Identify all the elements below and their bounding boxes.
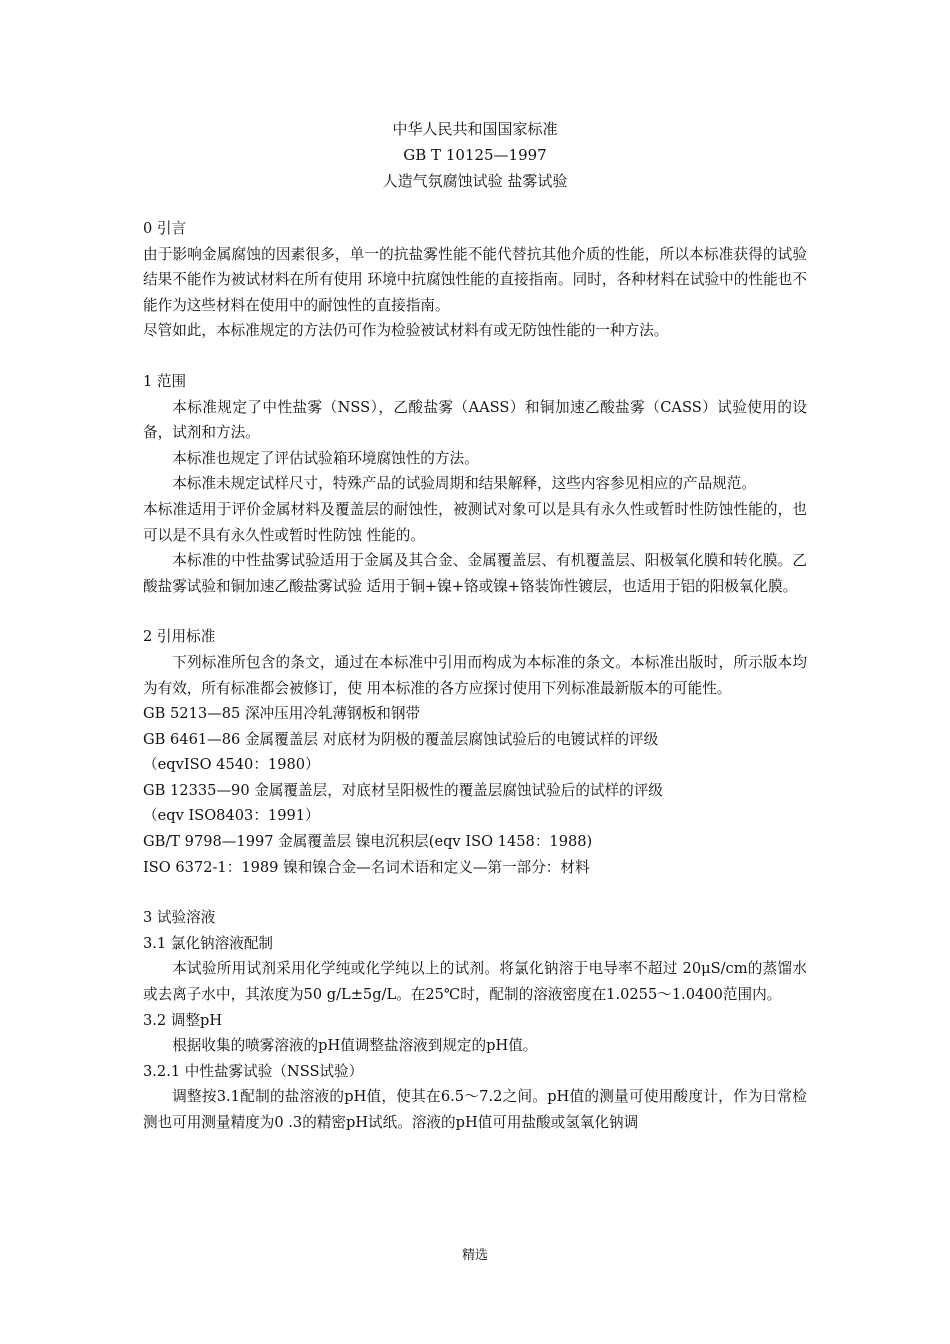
section-gap [143, 880, 807, 905]
section-0-paragraph-1: 由于影响金属腐蚀的因素很多，单一的抗盐雾性能不能代替抗其他介质的性能，所以本标准获得的试验结果不能作为被试材料在所有使用 环境中抗腐蚀性能的直接指南。同时，各种材料在试验中的性能也不能作为这些材料在使用中的耐蚀性的直接指南。 [143, 245, 807, 314]
section-1-heading: 1 范围 [143, 372, 187, 390]
section-3-1-heading: 3.1 氯化钠溶液配制 [143, 934, 274, 952]
section-0-paragraph-2: 尽管如此，本标准规定的方法仍可作为检验被试材料有或无防蚀性能的一种方法。 [143, 322, 669, 340]
section-3-1-paragraph: 本试验所用试剂采用化学纯或化学纯以上的试剂。将氯化钠溶于电导率不超过 20μS/cm的蒸馏水或去离子水中，其浓度为50 g/L±5g/L。在25℃时，配制的溶液密度在1.0255～1.0400范围内。 [143, 960, 807, 1004]
standard-country-title: 中华人民共和国国家标准 [392, 120, 558, 138]
section-1-paragraph-1: 本标准规定了中性盐雾（NSS），乙酸盐雾（AASS）和铜加速乙酸盐雾（CASS）试验使用的设备，试剂和方法。 [143, 398, 807, 442]
reference-item: ISO 6372-1：1989 镍和镍合金—名词术语和定义—第一部分：材料 [143, 858, 590, 876]
section-3-2-heading: 3.2 调整pH [143, 1011, 223, 1029]
page-footer: 精选 [461, 1248, 488, 1263]
reference-item: （eqvISO 4540：1980） [143, 756, 320, 774]
section-3-2-1-paragraph: 调整按3.1配制的盐溶液的pH值，使其在6.5～7.2之间。pH值的测量可使用酸度计，作为日常检测也可用测量精度为0 .3的精密pH试纸。溶液的pH值可用盐酸或氢氧化钠调 [143, 1088, 807, 1131]
section-2-heading: 2 引用标准 [143, 628, 216, 646]
reference-item: GB/T 9798—1997 金属覆盖层 镍电沉积层(eqv ISO 1458：1988) [143, 833, 593, 851]
reference-item: （eqv ISO8403：1991） [143, 807, 320, 825]
section-2-paragraph-1: 下列标准所包含的条文，通过在本标准中引用而构成为本标准的条文。本标准出版时，所示版本均为有效，所有标准都会被修订，使 用本标准的各方应探讨使用下列标准最新版本的可能性。 [143, 653, 807, 697]
document-header [0, 116, 950, 194]
section-0-heading: 0 引言 [143, 220, 187, 237]
reference-item: GB 5213—85 深冲压用冷轧薄钢板和钢带 [143, 705, 421, 723]
standard-title: 人造气氛腐蚀试验 盐雾试验 [382, 172, 568, 190]
reference-item: GB 12335—90 金属覆盖层，对底材呈阳极性的覆盖层腐蚀试验后的试样的评级 [143, 781, 663, 799]
document-body [143, 216, 807, 1136]
section-1-paragraph-3: 本标准未规定试样尺寸，特殊产品的试验周期和结果解释，这些内容参见相应的产品规范。 [172, 475, 756, 493]
section-1-paragraph-2: 本标准也规定了评估试验箱环境腐蚀性的方法。 [172, 449, 479, 467]
section-3-2-paragraph: 根据收集的喷雾溶液的pH值调整盐溶液到规定的pH值。 [172, 1037, 538, 1055]
section-1-paragraph-5: 本标准的中性盐雾试验适用于金属及其合金、金属覆盖层、有机覆盖层、阳极氧化膜和转化膜。乙酸盐雾试验和铜加速乙酸盐雾试验 适用于铜+镍+铬或镍+铬装饰性镀层，也适用于铝的阳极氧化膜。 [143, 552, 807, 595]
section-3-2-1-heading: 3.2.1 中性盐雾试验（NSS试验） [143, 1062, 364, 1080]
section-gap [143, 599, 807, 624]
standard-number: GB T 10125—1997 [403, 146, 547, 164]
section-1-paragraph-4: 本标准适用于评价金属材料及覆盖层的耐蚀性，被测试对象可以是具有永久性或暂时性防蚀性能的，也可以是不具有永久性或暂时性防蚀 性能的。 [143, 500, 807, 544]
reference-item: GB 6461—86 金属覆盖层 对底材为阴极的覆盖层腐蚀试验后的电镀试样的评级 [143, 730, 659, 748]
section-3-heading: 3 试验溶液 [143, 909, 216, 927]
section-gap [143, 344, 807, 369]
